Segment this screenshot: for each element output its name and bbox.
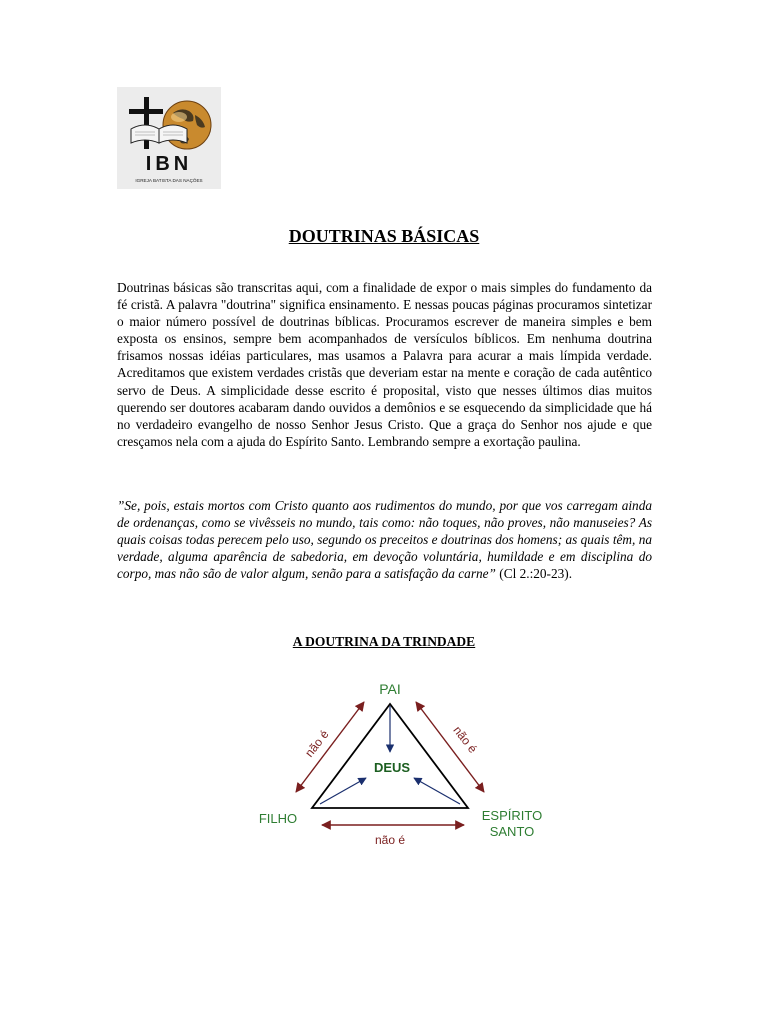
edge-label-left: não é <box>302 727 332 760</box>
quote-reference: (Cl 2.:20-23). <box>495 566 573 582</box>
church-logo <box>117 87 221 189</box>
section-title: A DOUTRINA DA TRINDADE <box>292 634 476 649</box>
cross-bible-globe-icon <box>117 87 221 157</box>
center-label-deus: DEUS <box>373 760 411 775</box>
node-label-filho: FILHO <box>258 811 298 826</box>
logo-letters: IBN <box>145 153 193 175</box>
inner-arrow-from-filho <box>320 778 366 804</box>
bible-quote <box>117 497 652 582</box>
quote-text: ”Se, pois, estais mortos com Cristo quanto aos rudimentos do mundo, por que vos carregam ainda de ordenanças, como se vivêsseis no mundo, tais como: não toques, não proves, não manuseies? As quais coisas todas perecem pelo uso, segundo os preceitos e doutrinas dos homens; as quais têm, na verdade, alguma aparência de sabedoria, em devoção voluntária, humildade e em disciplina do corpo, mas não são de valor algum, senão para a satisfação da carne” <box>117 498 652 582</box>
intro-paragraph: Doutrinas básicas são transcritas aqui, com a finalidade de expor o mais simples do fundamento da fé cristã. A palavra "doutrina" significa ensinamento. E nessas poucas páginas procuramos sintetizar o maior número possível de doutrinas bíblicas. Procuramos escrever de maneira simples e bem exposta os ensinos, sempre bem acompanhados de versículos bíblicos. Em nenhuma doutrina frisamos nossas idéias particulares, mas usamos a Palavra para acurar a mais límpida verdade. Acreditamos que existem verdades cristãs que deveriam estar na mente e coração de cada autêntico servo de Deus. A simplicidade desse escrito é proposital, visto que nesses últimos dias muitos querendo ser doutores acabaram dando ouvidos a demônios e se esquecendo da simplicidade que há no verdadeiro evangelho de nosso Senhor Jesus Cristo. Que a graça do Senhor nos ajude e que cresçamos nela com a ajuda do Espírito Santo. Lembrando sempre a exortação paulina. <box>117 280 652 449</box>
node-label-espirito-line2: SANTO <box>489 824 535 839</box>
inner-arrow-from-espirito <box>414 778 460 804</box>
node-label-pai: PAI <box>379 681 401 697</box>
node-label-espirito-line1: ESPÍRITO <box>481 808 543 823</box>
trinity-diagram <box>240 672 560 852</box>
edge-label-bottom: não é <box>374 833 406 847</box>
edge-label-right: não é <box>450 723 480 756</box>
document-title: DOUTRINAS BÁSICAS <box>288 226 480 246</box>
logo-subtitle: IGREJA BATISTA DAS NAÇÕES <box>135 178 203 183</box>
